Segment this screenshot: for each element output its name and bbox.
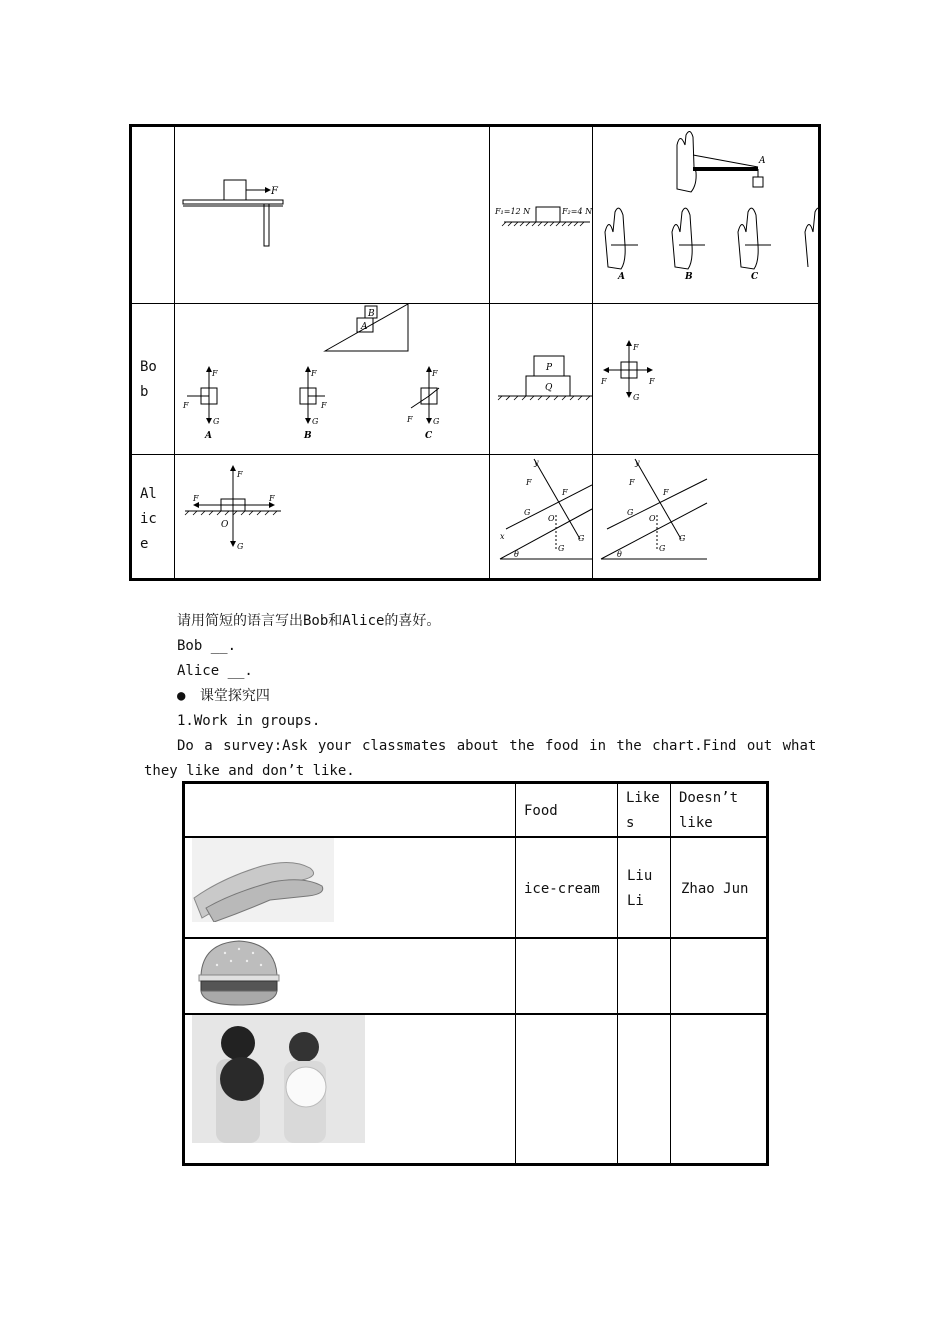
balloons-photo xyxy=(192,1015,365,1143)
svg-text:O: O xyxy=(221,520,229,530)
svg-text:G: G xyxy=(679,534,686,543)
survey-table xyxy=(182,781,769,1166)
instruction-text: 请用简短的语言写出Bob和Alice的喜好。 xyxy=(177,613,441,629)
svg-text:G: G xyxy=(213,417,220,426)
svg-text:O: O xyxy=(649,514,656,523)
likes-cell: Liu Li xyxy=(627,868,653,909)
svg-text:G: G xyxy=(237,542,244,551)
survey-instruction-line-2: they like and don’t like. xyxy=(144,763,355,779)
row-label-alice: Al ic e xyxy=(140,486,157,552)
svg-text:F: F xyxy=(562,488,568,497)
table-divider xyxy=(617,784,618,1163)
header-likes: Like s xyxy=(626,790,660,831)
stacked-blocks-diagram xyxy=(490,304,592,454)
svg-text:F: F xyxy=(321,401,327,410)
svg-text:A: A xyxy=(759,156,766,166)
header-doesnt-like: Doesn’t like xyxy=(679,790,739,831)
svg-text:Q: Q xyxy=(545,383,553,393)
bob-answer-line: Bob __. xyxy=(177,638,237,654)
two-forces-block-diagram xyxy=(490,127,592,303)
svg-text:P: P xyxy=(546,363,553,373)
free-body-diagram xyxy=(593,304,821,454)
svg-text:y: y xyxy=(534,458,539,467)
table-divider xyxy=(670,784,671,1163)
hand-rod-diagram xyxy=(593,127,821,303)
hand-options xyxy=(605,208,821,269)
svg-text:θ: θ xyxy=(617,550,622,559)
alice-answer-line: Alice __. xyxy=(177,663,253,679)
task-text: 1.Work in groups. xyxy=(177,713,321,729)
block-on-table-diagram xyxy=(175,127,489,303)
svg-text:F: F xyxy=(269,494,275,503)
svg-text:G: G xyxy=(578,534,585,543)
svg-text:F: F xyxy=(271,186,278,197)
svg-text:F: F xyxy=(193,494,199,503)
svg-text:F: F xyxy=(649,377,655,386)
svg-text:F: F xyxy=(212,369,218,378)
svg-text:x: x xyxy=(500,532,505,541)
bullet-icon: ● xyxy=(177,688,186,704)
svg-text:F: F xyxy=(601,377,607,386)
header-food: Food xyxy=(524,803,558,819)
dislikes-cell: Zhao Jun xyxy=(681,881,749,897)
svg-text:C: C xyxy=(751,272,759,282)
section-title: 课堂探究四 xyxy=(199,688,270,704)
svg-text:F: F xyxy=(629,478,635,487)
svg-text:F: F xyxy=(237,470,243,479)
svg-text:G: G xyxy=(312,417,319,426)
svg-text:G: G xyxy=(558,544,565,553)
row-label-bob: Bo b xyxy=(140,359,157,400)
svg-text:G: G xyxy=(659,544,666,553)
svg-text:B: B xyxy=(368,309,375,319)
svg-text:G: G xyxy=(433,417,440,426)
svg-text:F: F xyxy=(526,478,532,487)
svg-text:G: G xyxy=(633,393,640,402)
svg-text:y: y xyxy=(635,458,640,467)
svg-text:A: A xyxy=(205,431,212,441)
section-heading xyxy=(177,684,270,709)
incline-decomposition-diagram-2 xyxy=(593,455,821,581)
incline-free-body-options xyxy=(175,304,489,454)
svg-text:F: F xyxy=(432,369,438,378)
svg-text:G: G xyxy=(627,508,634,517)
svg-text:F₁=12 N: F₁=12 N xyxy=(495,207,531,216)
clapping-hands-photo xyxy=(192,838,334,922)
svg-text:F: F xyxy=(407,415,413,424)
food-cell: ice-cream xyxy=(524,881,600,897)
svg-text:O: O xyxy=(548,514,555,523)
svg-text:F: F xyxy=(633,343,639,352)
incline-decomposition-diagram-1 xyxy=(490,455,592,581)
table-divider xyxy=(515,784,516,1163)
physics-diagram-table xyxy=(129,124,821,581)
svg-text:B: B xyxy=(685,272,693,282)
svg-text:F₂=4 N: F₂=4 N xyxy=(562,207,592,216)
block-forces-surface-diagram xyxy=(175,455,489,581)
hamburger-photo xyxy=(195,939,283,1009)
svg-text:θ: θ xyxy=(514,550,519,559)
svg-text:F: F xyxy=(183,401,189,410)
svg-text:G: G xyxy=(524,508,531,517)
svg-text:F: F xyxy=(311,369,317,378)
svg-text:F: F xyxy=(663,488,669,497)
svg-text:A: A xyxy=(361,322,368,332)
svg-text:A: A xyxy=(618,272,625,282)
svg-text:C: C xyxy=(425,431,433,441)
survey-instruction-line-1: Do a survey:Ask your classmates about the food in the chart.Find out what xyxy=(177,738,817,754)
svg-text:B: B xyxy=(304,431,312,441)
